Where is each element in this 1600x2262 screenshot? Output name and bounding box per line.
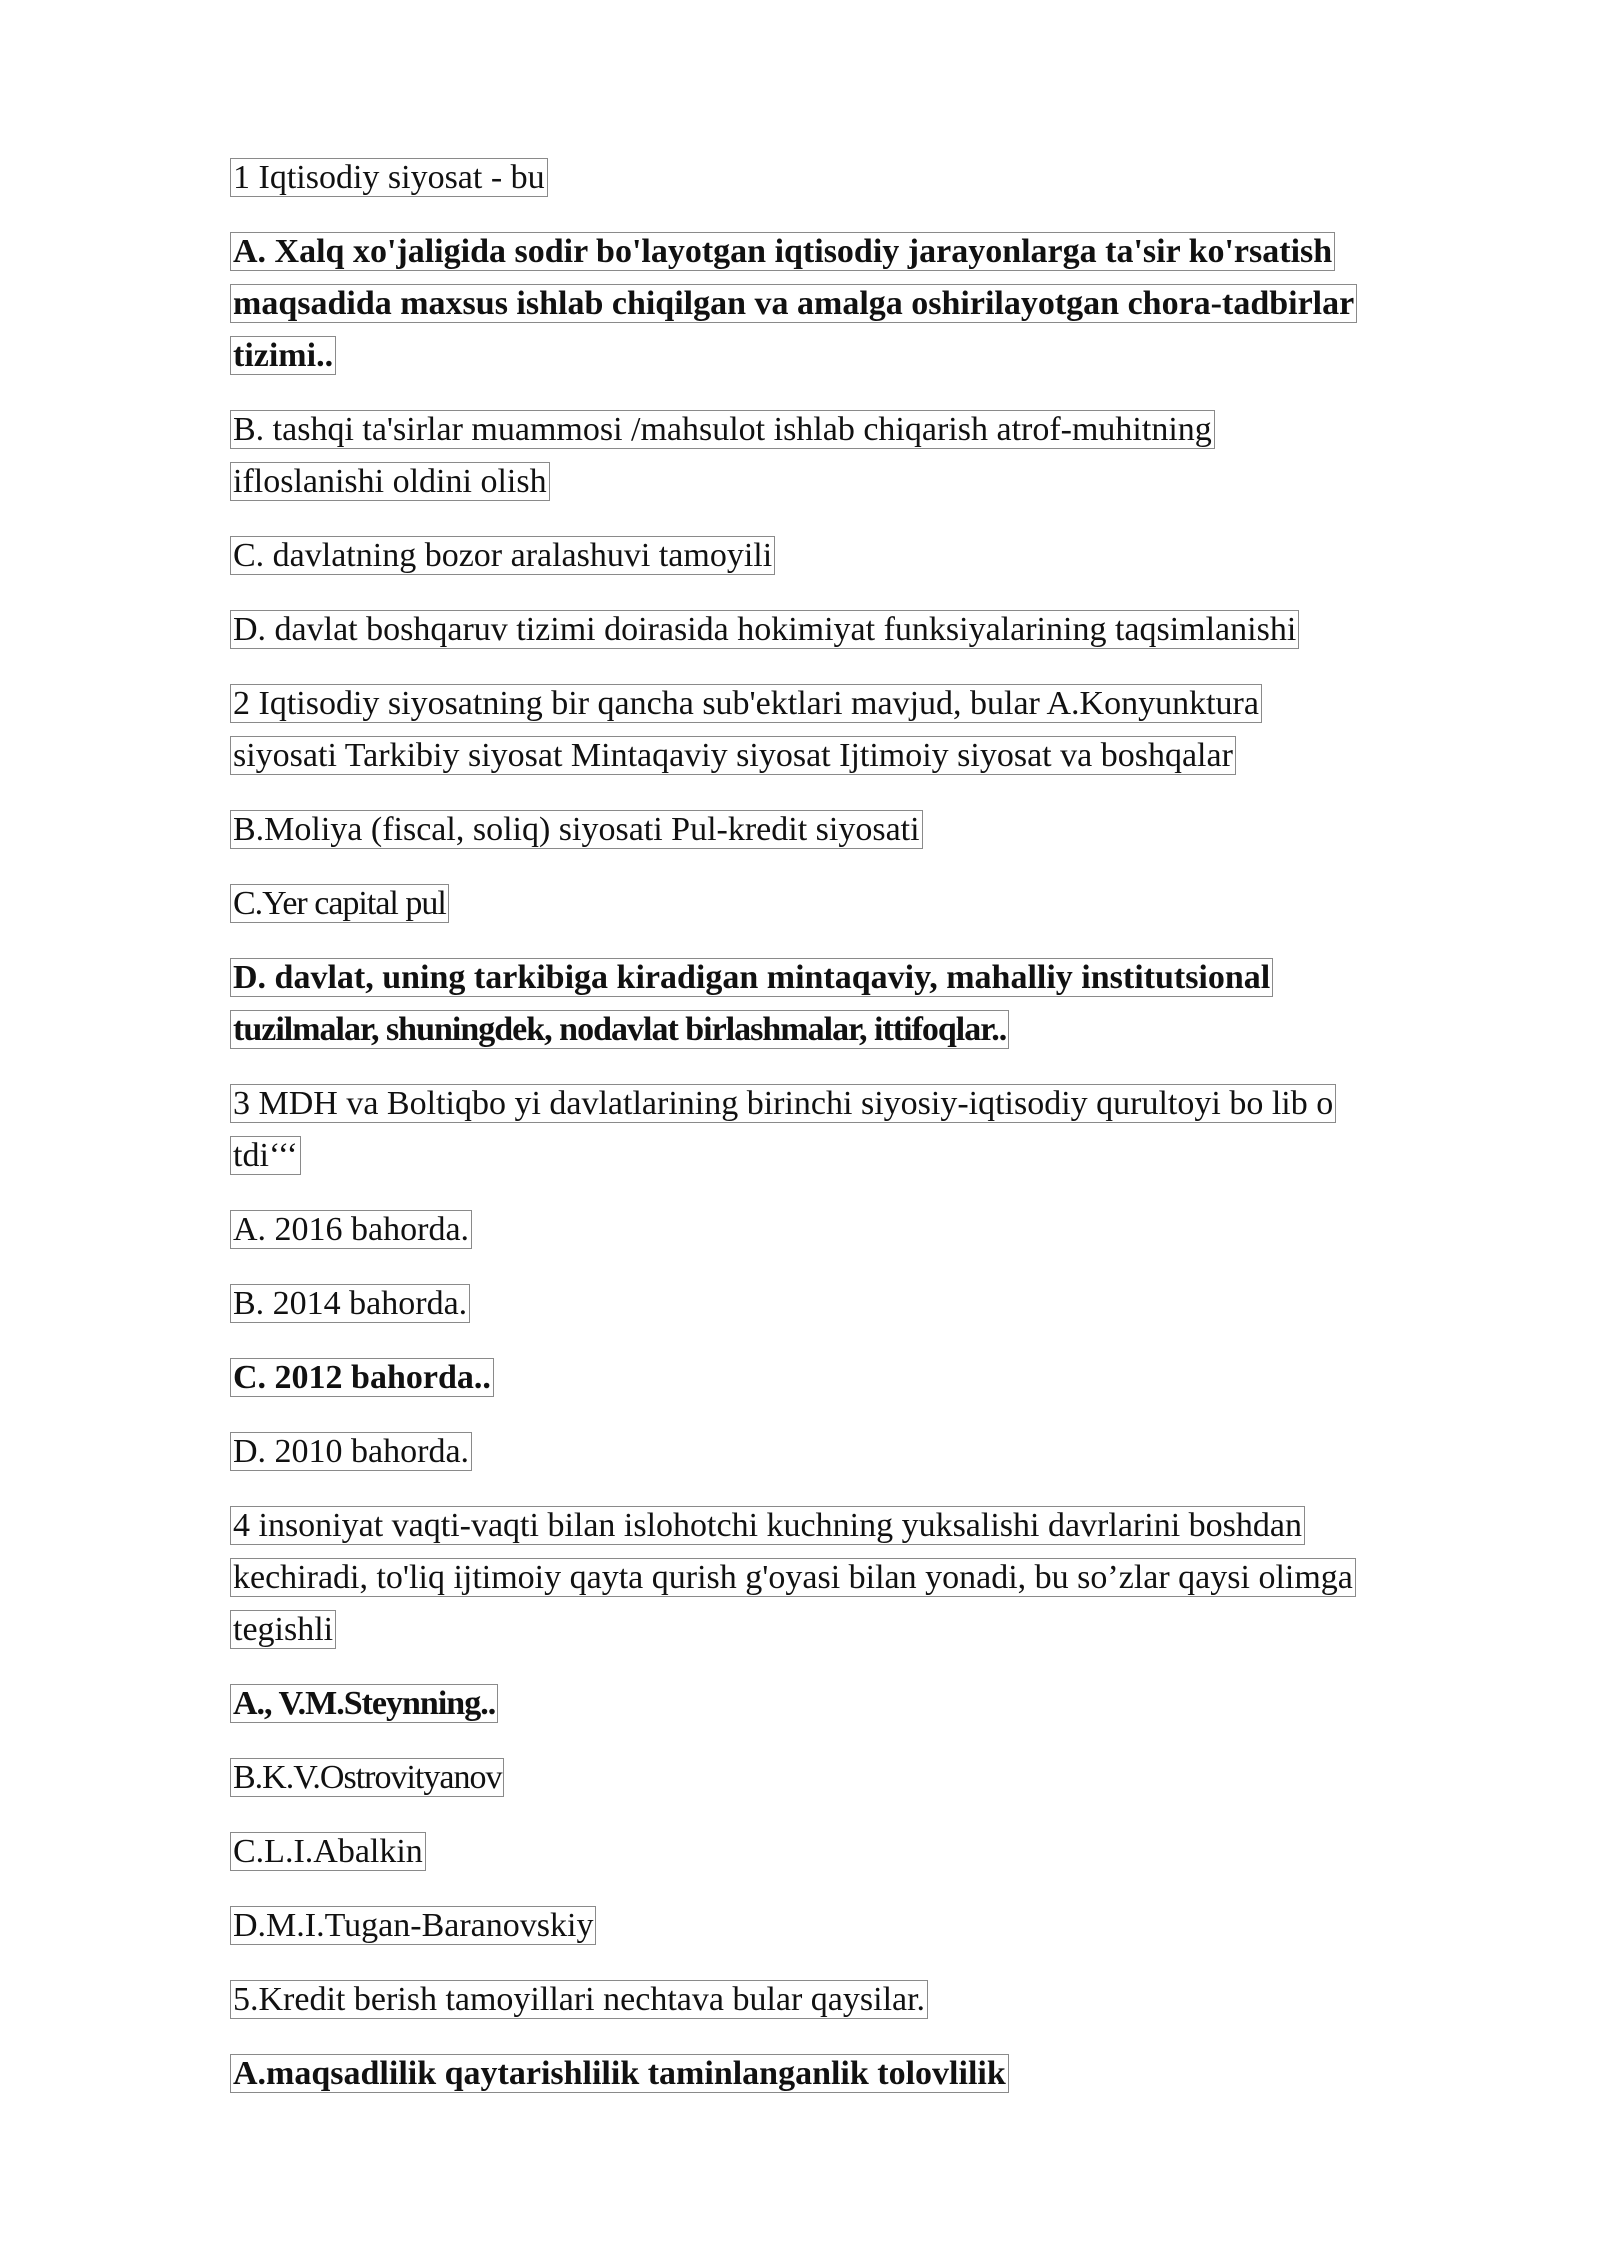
text-line: D. 2010 bahorda. — [230, 1432, 472, 1471]
text-line: B. 2014 bahorda. — [230, 1284, 470, 1323]
text-line: D.M.I.Tugan-Baranovskiy — [230, 1906, 596, 1945]
text-line: tdi‘‘‘ — [230, 1136, 301, 1175]
question-1-prompt — [230, 152, 1530, 204]
text-line: C.Yer capital pul — [230, 884, 449, 923]
text-line: 4 insoniyat vaqti-vaqti bilan islohotchi kuchning yuksalishi davrlarini boshdan — [230, 1506, 1305, 1545]
question-3-option-d — [230, 1426, 1530, 1478]
text-line: C. davlatning bozor aralashuvi tamoyili — [230, 536, 775, 575]
text-line: A., V.M.Steynning.. — [230, 1684, 498, 1723]
question-4-option-b — [230, 1752, 1530, 1804]
question-1-option-a — [230, 226, 1530, 382]
question-1-option-d — [230, 604, 1530, 656]
text-line: ifloslanishi oldini olish — [230, 462, 550, 501]
question-3-option-c — [230, 1352, 1530, 1404]
question-2-option-c — [230, 878, 1530, 930]
text-line: B. tashqi ta'sirlar muammosi /mahsulot ishlab chiqarish atrof-muhitning — [230, 410, 1215, 449]
text-line: A. Xalq xo'jaligida sodir bo'layotgan iqtisodiy jarayonlarga ta'sir ko'rsatish — [230, 232, 1335, 271]
text-line: 5.Kredit berish tamoyillari nechtava bular qaysilar. — [230, 1980, 928, 2019]
text-line: maqsadida maxsus ishlab chiqilgan va amalga oshirilayotgan chora-tadbirlar — [230, 284, 1357, 323]
question-4-option-c — [230, 1826, 1530, 1878]
text-line: D. davlat, uning tarkibiga kiradigan mintaqaviy, mahalliy institutsional — [230, 958, 1273, 997]
text-line: C. 2012 bahorda.. — [230, 1358, 494, 1397]
text-line: 2 Iqtisodiy siyosatning bir qancha sub'ektlari mavjud, bular A.Konyunktura — [230, 684, 1262, 723]
text-line: tuzilmalar, shuningdek, nodavlat birlashmalar, ittifoqlar.. — [230, 1010, 1009, 1049]
text-line: C.L.I.Abalkin — [230, 1832, 426, 1871]
question-5-option-a — [230, 2048, 1530, 2100]
question-3-prompt — [230, 1078, 1530, 1182]
question-4-option-d — [230, 1900, 1530, 1952]
question-4-option-a — [230, 1678, 1530, 1730]
question-2-option-b — [230, 804, 1530, 856]
text-line: tizimi.. — [230, 336, 336, 375]
text-line: B.Moliya (fiscal, soliq) siyosati Pul-kredit siyosati — [230, 810, 923, 849]
text-line: kechiradi, to'liq ijtimoiy qayta qurish g'oyasi bilan yonadi, bu so’zlar qaysi olimga — [230, 1558, 1356, 1597]
question-4-prompt — [230, 1500, 1530, 1656]
question-5-prompt — [230, 1974, 1530, 2026]
text-line: 3 MDH va Boltiqbo yi davlatlarining birinchi siyosiy-iqtisodiy qurultoyi bo lib o — [230, 1084, 1336, 1123]
document-page — [230, 152, 1530, 2122]
question-1-option-b — [230, 404, 1530, 508]
text-line: D. davlat boshqaruv tizimi doirasida hokimiyat funksiyalarining taqsimlanishi — [230, 610, 1299, 649]
text-line: 1 Iqtisodiy siyosat - bu — [230, 158, 548, 197]
question-2-prompt — [230, 678, 1530, 782]
text-line: B.K.V.Ostrovityanov — [230, 1758, 504, 1797]
text-line: A.maqsadlilik qaytarishlilik taminlanganlik tolovlilik — [230, 2054, 1009, 2093]
text-line: A. 2016 bahorda. — [230, 1210, 472, 1249]
question-3-option-a — [230, 1204, 1530, 1256]
question-2-option-d — [230, 952, 1530, 1056]
text-line: tegishli — [230, 1610, 336, 1649]
text-line: siyosati Tarkibiy siyosat Mintaqaviy siyosat Ijtimoiy siyosat va boshqalar — [230, 736, 1236, 775]
question-3-option-b — [230, 1278, 1530, 1330]
question-1-option-c — [230, 530, 1530, 582]
